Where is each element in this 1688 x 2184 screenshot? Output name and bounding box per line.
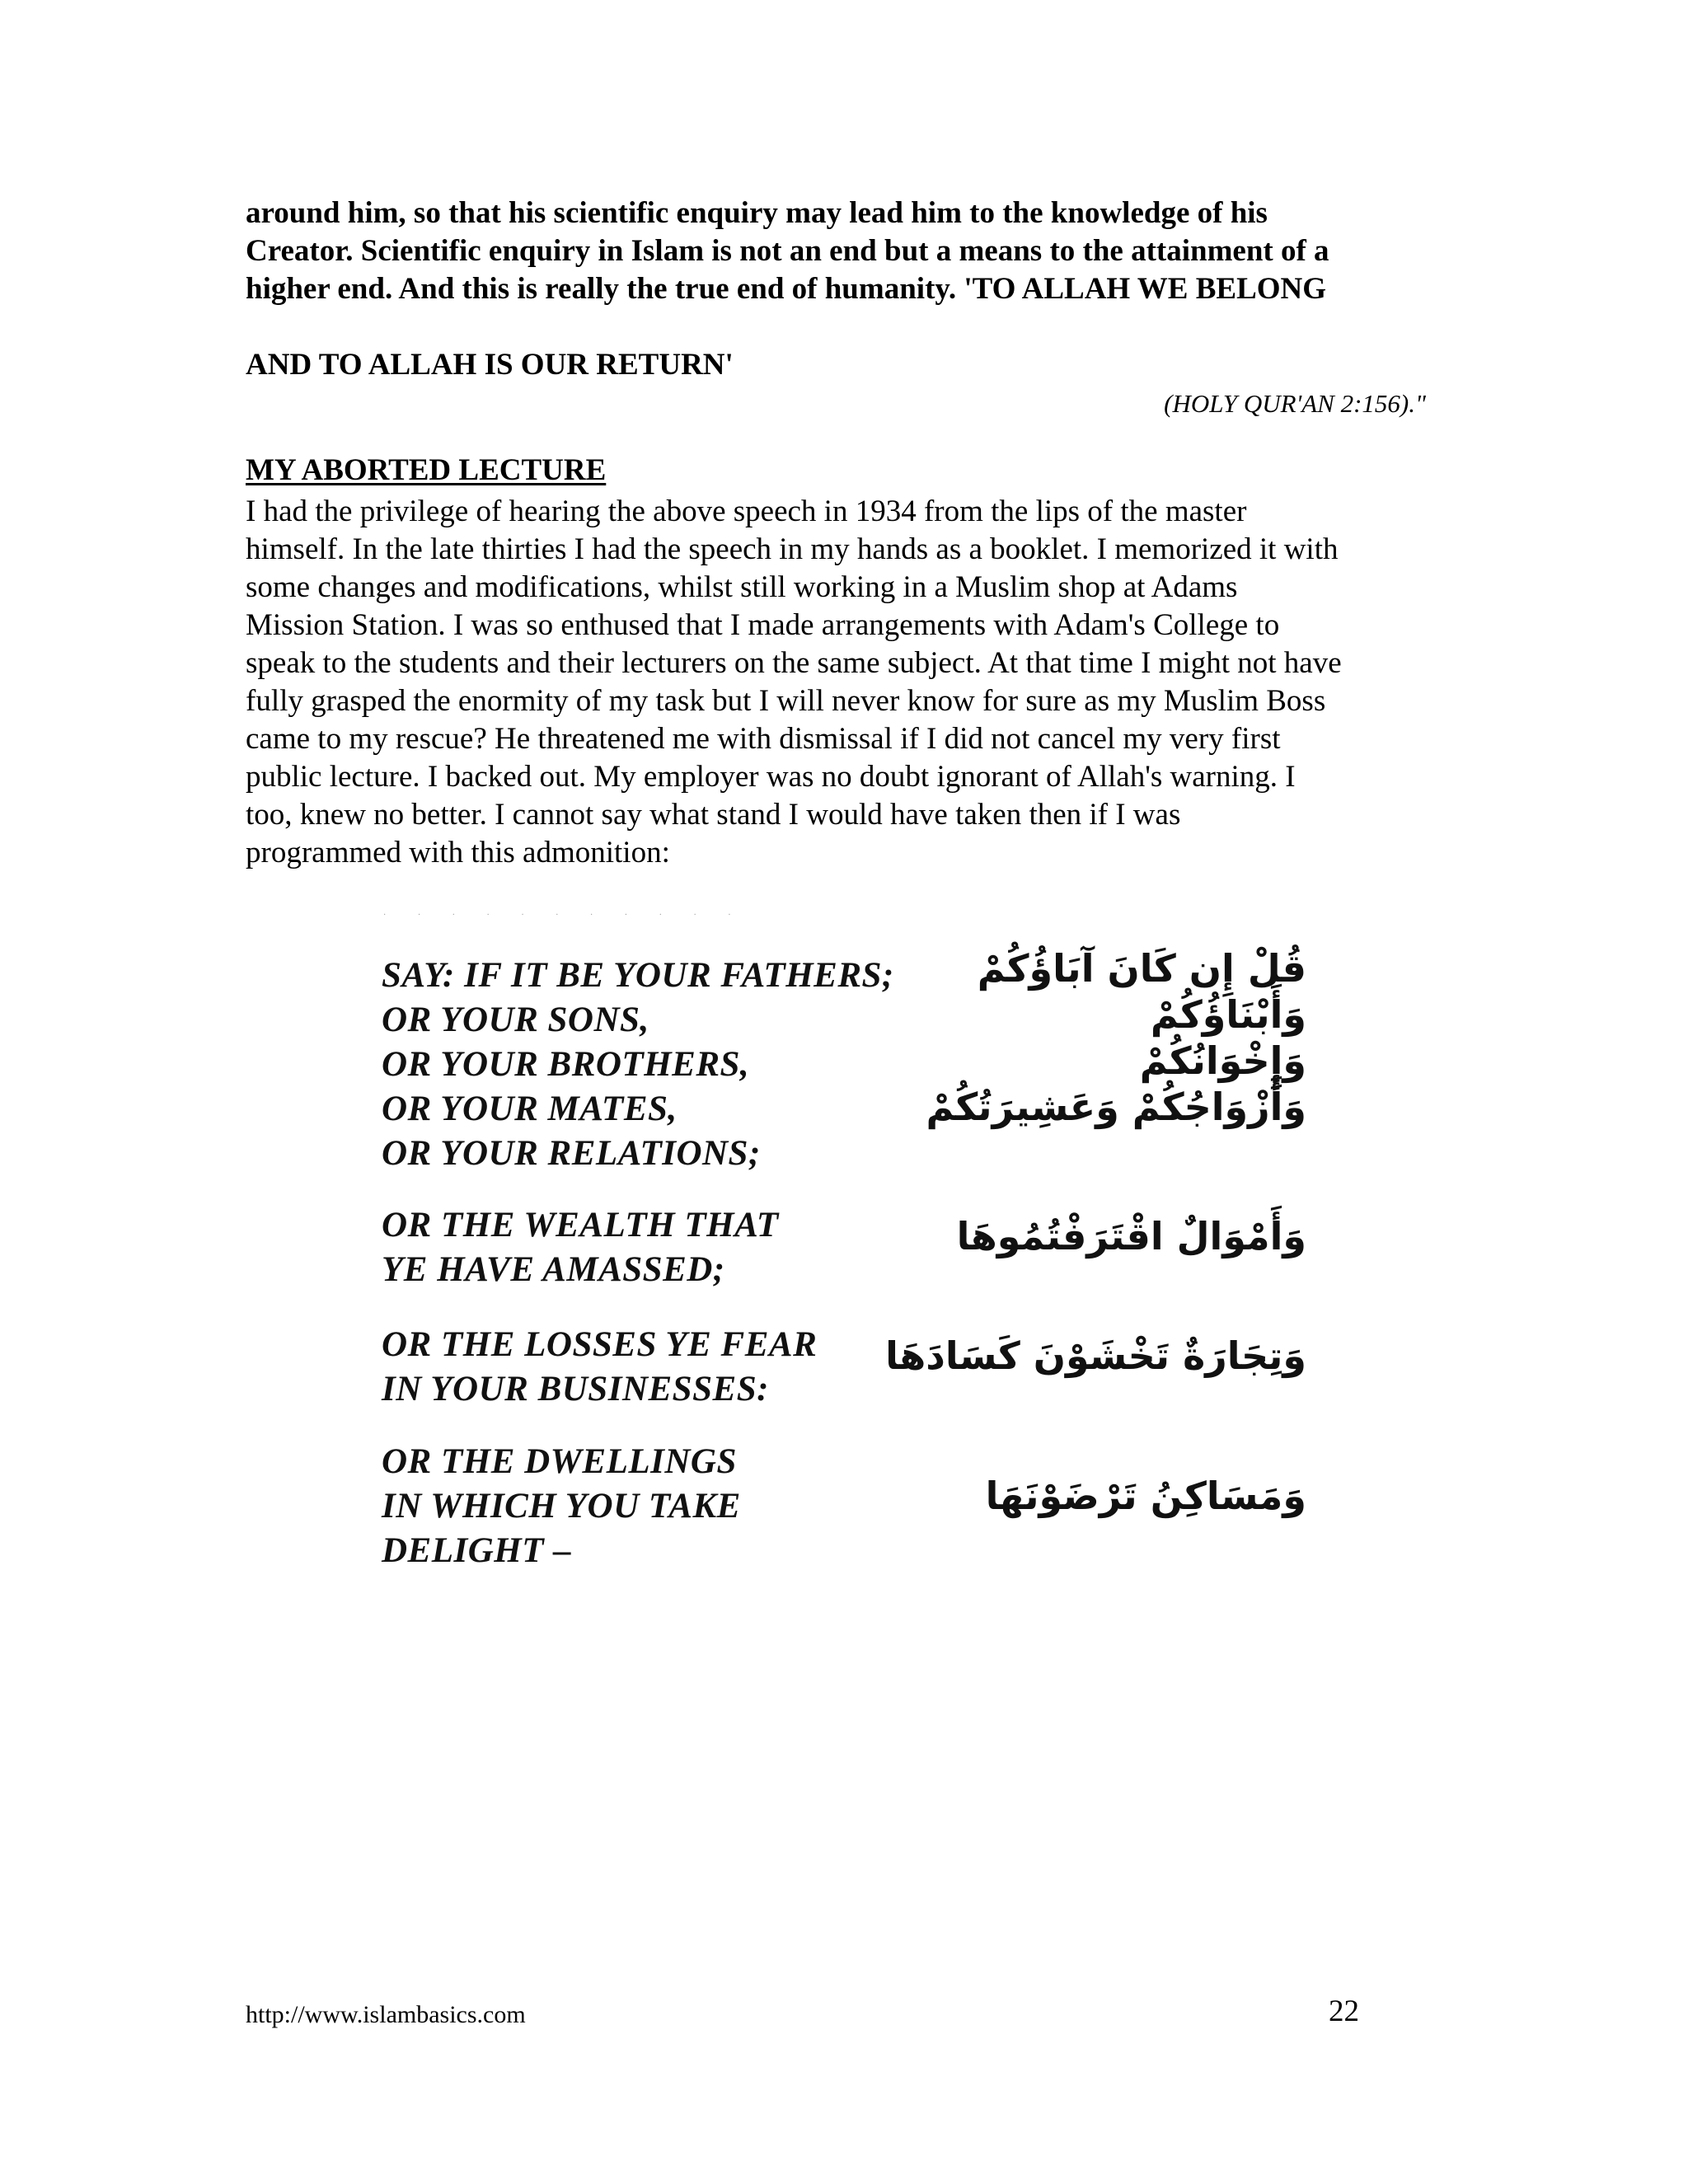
body-line: himself. In the late thirties I had the speech in my hands as a booklet. I memorized it with — [246, 532, 1339, 566]
verse-arabic — [957, 1213, 1306, 1259]
body-line: programmed with this admonition: — [246, 836, 670, 869]
verse-line: OR YOUR SONS, — [382, 1001, 649, 1039]
body-line: too, knew no better. I cannot say what stand I would have taken then if I was — [246, 798, 1181, 832]
arabic-line: وَتِجَارَةٌ تَخْشَوْنَ كَسَادَهَا — [885, 1333, 1306, 1378]
body-line: came to my rescue? He threatened me with dismissal if I did not cancel my very first — [246, 722, 1281, 756]
footer-link[interactable]: http://www.islambasics.com — [246, 2001, 526, 2028]
intro-paragraph — [246, 194, 1449, 384]
verse-arabic — [986, 1473, 1306, 1519]
verse-english — [382, 954, 894, 1176]
body-line: Mission Station. I was so enthused that I made arrangements with Adam's College to — [246, 608, 1280, 642]
verse-english — [382, 1203, 779, 1292]
verse-arabic — [926, 945, 1306, 1130]
intro-line: AND TO ALLAH IS OUR RETURN' — [246, 348, 734, 382]
verse-line: OR THE DWELLINGS — [382, 1442, 737, 1481]
verse-english — [382, 1440, 741, 1573]
arabic-line: وَأَبْنَاؤُكُمْ — [1150, 992, 1306, 1037]
verse-line: OR YOUR BROTHERS, — [382, 1045, 750, 1084]
scan-specks: · · · · · · · · · · · — [383, 911, 746, 920]
verse-line: OR THE LOSSES YE FEAR — [382, 1325, 818, 1364]
verse-line: YE HAVE AMASSED; — [382, 1250, 725, 1289]
quran-citation: (HOLY QUR'AN 2:156)." — [1164, 389, 1426, 418]
verse-line: OR YOUR RELATIONS; — [382, 1134, 761, 1173]
verse-line: SAY: IF IT BE YOUR FATHERS; — [382, 956, 894, 995]
verse-line: OR THE WEALTH THAT — [382, 1206, 779, 1244]
intro-line: higher end. And this is really the true end of humanity. 'TO ALLAH WE BELONG — [246, 272, 1327, 306]
section-heading: MY ABORTED LECTURE — [246, 453, 607, 487]
verse-line: IN WHICH YOU TAKE — [382, 1487, 741, 1526]
body-line: some changes and modifications, whilst still working in a Muslim shop at Adams — [246, 570, 1238, 604]
body-line: fully grasped the enormity of my task but I will never know for sure as my Muslim Boss — [246, 684, 1326, 718]
body-line: speak to the students and their lecturers on the same subject. At that time I might not have — [246, 646, 1342, 680]
verse-english — [382, 1323, 817, 1412]
arabic-line: وَأَمْوَالٌ اقْتَرَفْتُمُوهَا — [956, 1214, 1306, 1258]
verse-arabic — [885, 1333, 1306, 1379]
verse-line: DELIGHT – — [382, 1531, 572, 1570]
verse-image — [375, 911, 1323, 1595]
arabic-line: وَإِخْوَانُكُمْ — [1139, 1038, 1306, 1083]
arabic-line: قُلْ إِن كَانَ آبَاؤُكُمْ — [977, 946, 1306, 991]
body-line: public lecture. I backed out. My employer was no doubt ignorant of Allah's warning. I — [246, 760, 1296, 794]
arabic-line: وَأَزْوَاجُكُمْ وَعَشِيرَتُكُمْ — [926, 1085, 1306, 1129]
intro-line: Creator. Scientific enquiry in Islam is not an end but a means to the attainment of a — [246, 234, 1329, 268]
arabic-line: وَمَسَاكِنُ تَرْضَوْنَهَا — [985, 1474, 1306, 1518]
body-line: I had the privilege of hearing the above speech in 1934 from the lips of the master — [246, 494, 1247, 528]
verse-line: OR YOUR MATES, — [382, 1090, 678, 1128]
intro-line: around him, so that his scientific enquiry may lead him to the knowledge of his — [246, 196, 1268, 230]
page-number: 22 — [1329, 1994, 1359, 2028]
body-paragraph — [246, 493, 1449, 872]
verse-line: IN YOUR BUSINESSES: — [382, 1370, 769, 1408]
